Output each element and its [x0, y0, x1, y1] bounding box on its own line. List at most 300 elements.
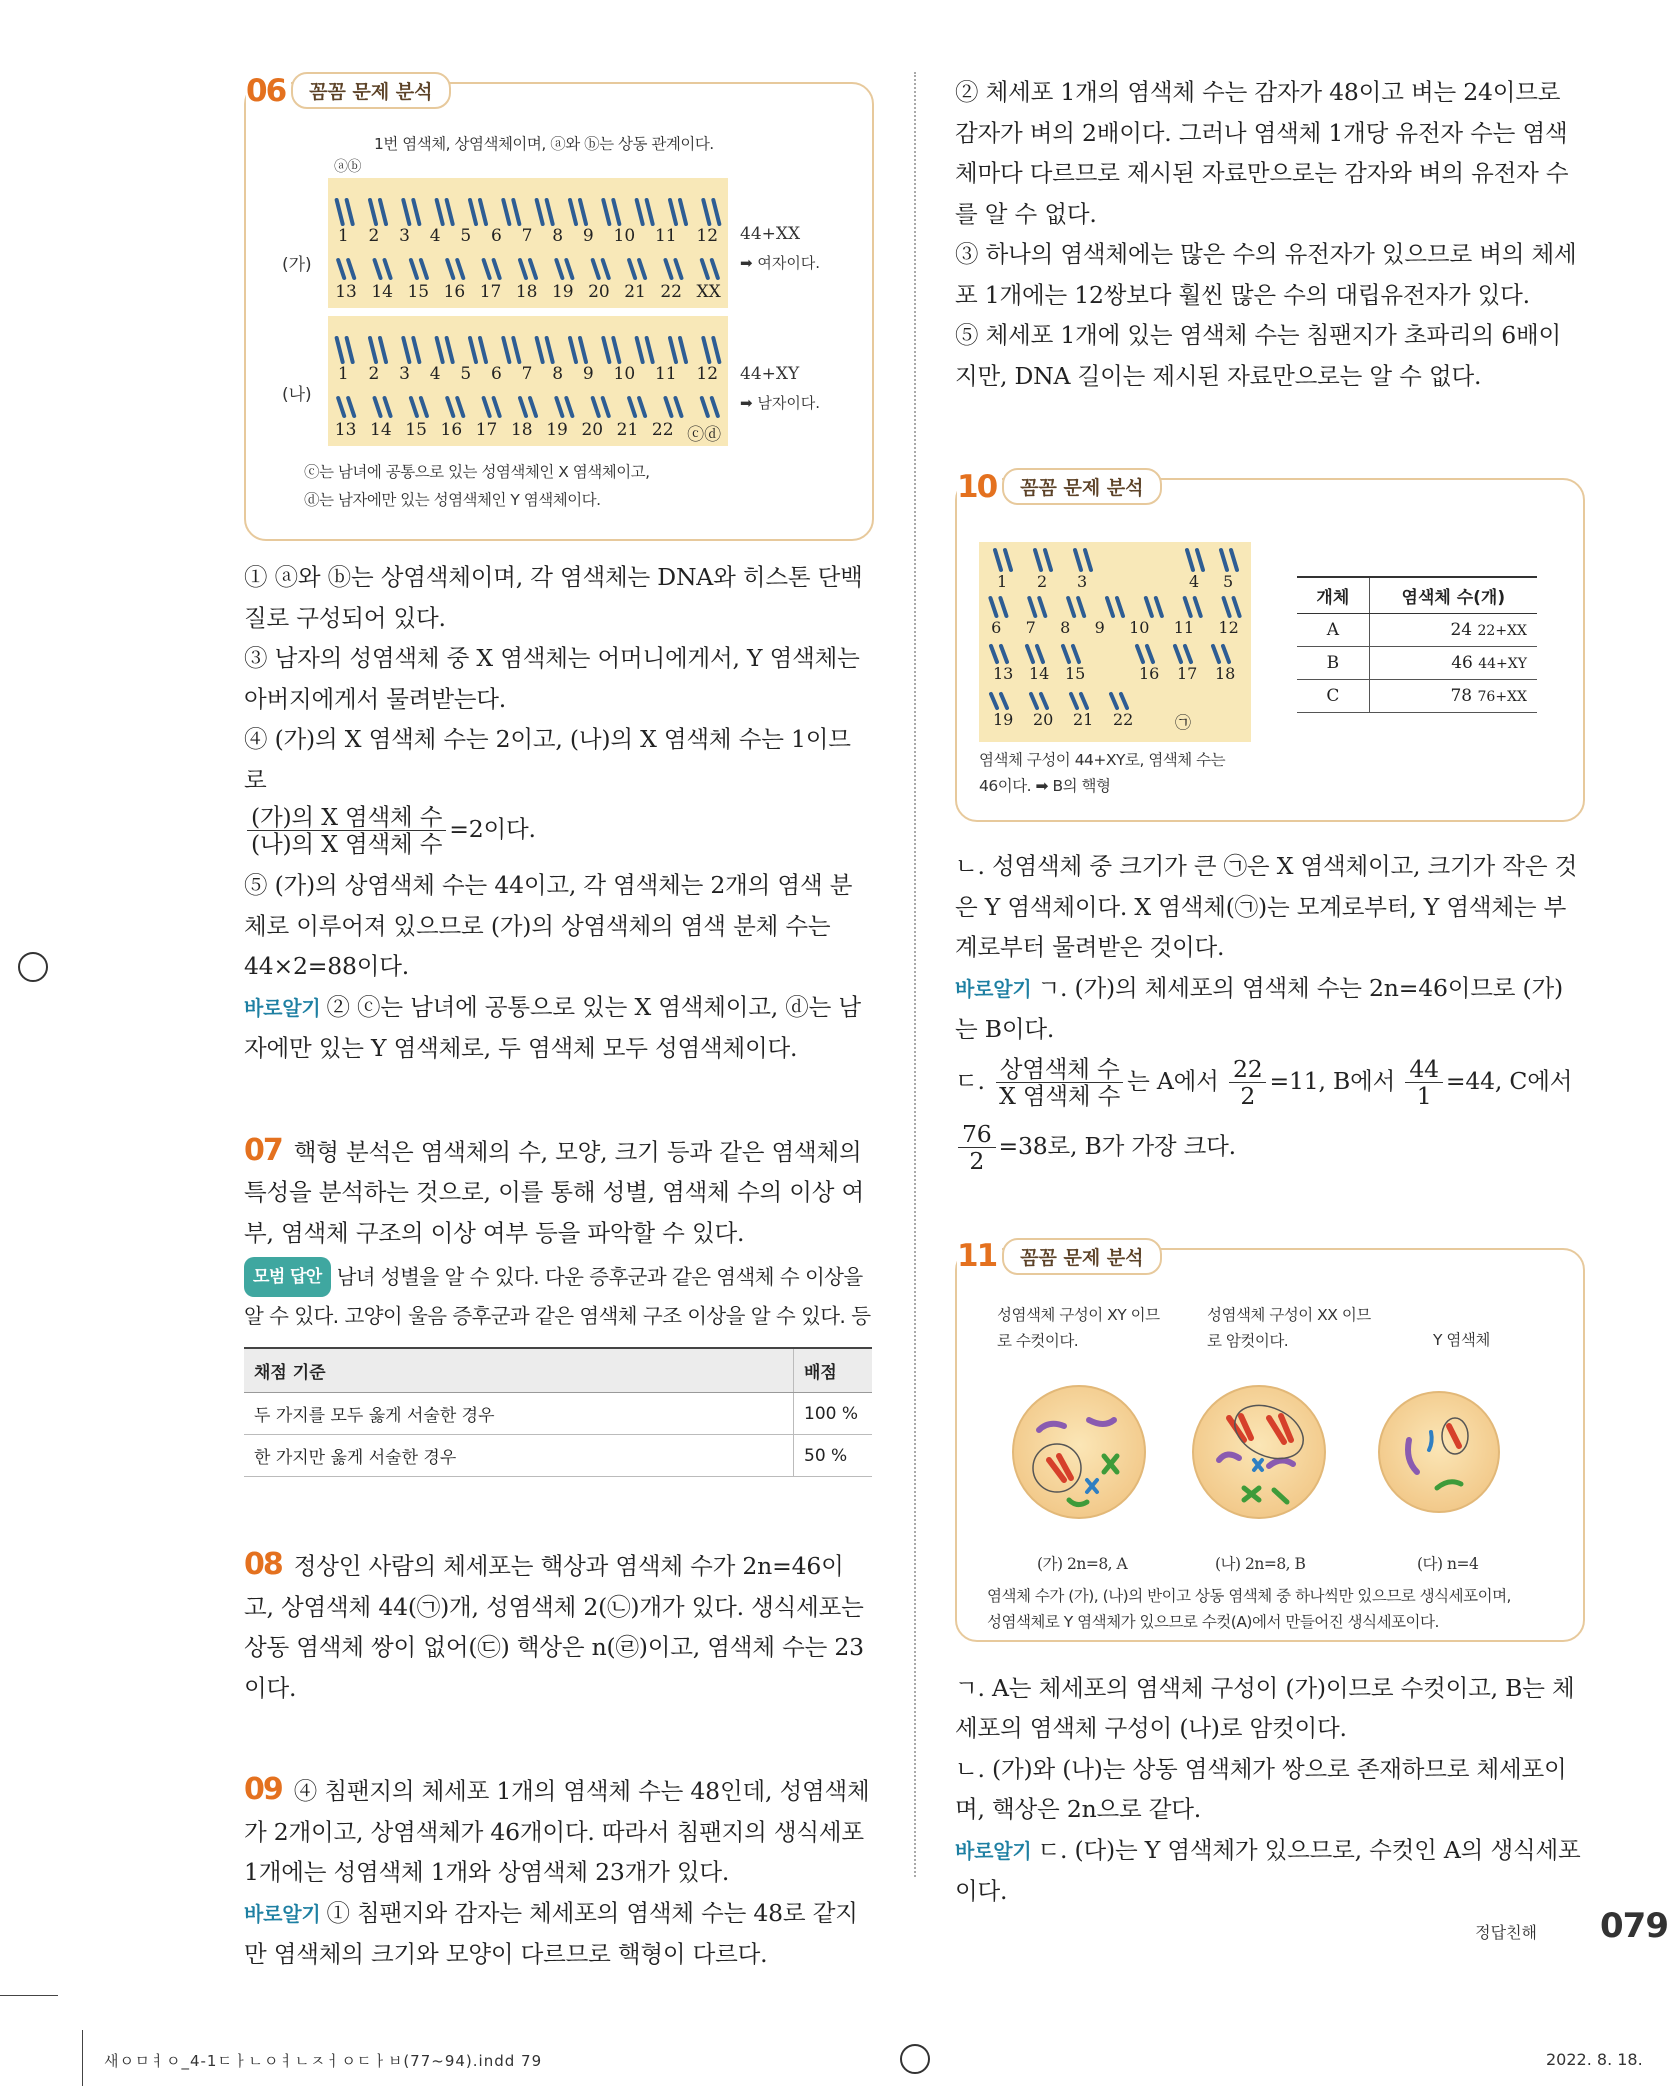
- chromosome-glyph: [447, 200, 453, 224]
- q11-cell-b-label: (나) 2n=8, B: [1215, 1554, 1306, 1573]
- print-date: 2022. 8. 18.: [1546, 2050, 1643, 2069]
- k10-20: 20: [1033, 710, 1054, 729]
- chromosome-glyph: [411, 260, 417, 278]
- chromosome-glyph: [1195, 598, 1201, 616]
- chromosome-glyph: [556, 260, 562, 278]
- ga-r1-11: 11: [654, 226, 677, 246]
- chromosome-glyph: [703, 200, 709, 224]
- ga-r2-20: 20: [588, 282, 610, 302]
- q10-p1: ㄴ. 성염색체 중 크기가 큰 ㉠은 X 염색체이고, 크기가 작은 것은 Y 염색체이다. X 염색체(㉠)는 모계로부터, Y 염색체는 부계로부터 물려받은 것이다.: [955, 852, 1578, 961]
- q06-p3-fraction-line: [244, 804, 872, 857]
- chromosome-glyph: [421, 398, 427, 416]
- q06-baro-text: ② ⓒ는 남녀에 공통으로 있는 X 염색체이고, ⓓ는 남자에만 있는 Y 염색체로, 두 염색체 모두 성염색체이다.: [244, 992, 861, 1062]
- q10-frac-a-den: 2: [1240, 1081, 1256, 1110]
- na-r1-11: 11: [654, 364, 677, 384]
- chromosome-glyph: [370, 338, 376, 362]
- k10-4: 4: [1189, 572, 1200, 591]
- chromosome-glyph: [647, 338, 653, 362]
- q06-bottom-note-2: ⓓ는 남자에만 있는 성염색체인 Y 염색체이다.: [304, 491, 601, 509]
- chromosome-glyph: [1045, 550, 1051, 570]
- q10-p2-mid3: =44, C에서: [1445, 1066, 1573, 1095]
- table-row: [1297, 680, 1537, 713]
- chromosome-glyph: [1224, 598, 1230, 616]
- k10-16: 16: [1139, 664, 1160, 683]
- k10-5: 5: [1223, 572, 1234, 591]
- chromosome-glyph: [1185, 646, 1191, 662]
- na-r1-6: 6: [491, 364, 502, 384]
- q09-para: [244, 1770, 872, 1893]
- chromosome-glyph: [547, 200, 553, 224]
- chromosome-glyph: [530, 398, 536, 416]
- chromosome-glyph: [437, 200, 443, 224]
- chromosome-glyph: [1197, 550, 1203, 570]
- k10-17: 17: [1177, 664, 1198, 683]
- chromosome-glyph: [1001, 694, 1007, 708]
- na-r1-12: 12: [696, 364, 719, 384]
- q07-model-para: [244, 1257, 872, 1335]
- table-row: [1297, 577, 1537, 614]
- chromosome-glyph: [603, 200, 609, 224]
- na-r2-21: 21: [616, 420, 639, 440]
- q10-frac-a-num: 22: [1229, 1056, 1267, 1083]
- q06-p4: ⑤ (가)의 상염색체 수는 44이고, 각 염색체는 2개의 염색 분체로 이루어져 있으므로 (가)의 상염색체의 염색 분체 수는 44×2=88이다.: [244, 871, 853, 980]
- q06-baro-para: [244, 987, 872, 1069]
- q10-frac-b: [1405, 1056, 1443, 1109]
- chromosome-glyph: [1146, 598, 1152, 616]
- q10-frac-c-den: 2: [969, 1146, 985, 1175]
- q10-row-c-key: C: [1297, 680, 1369, 713]
- k10-11: 11: [1173, 618, 1195, 637]
- table-row: [244, 1393, 872, 1435]
- chromosome-glyph: [385, 398, 391, 416]
- chromosome-glyph: [1156, 598, 1162, 616]
- q07-para: [244, 1131, 872, 1254]
- q11-bottom-note-1: 염색체 수가 (가), (나)의 반이고 상동 염색체 중 하나씩만 있으므로 생식세포이며,: [987, 1586, 1511, 1605]
- q06-p3-num: (가)의 X 염색체 수: [247, 804, 446, 831]
- q06-p1: ① ⓐ와 ⓑ는 상염색체이며, 각 염색체는 DNA와 히스톤 단백질로 구성되어 있다.: [244, 563, 863, 632]
- q10-row-a-val: [1369, 614, 1537, 647]
- q06-p3: ④ (가)의 X 염색체 수는 2이고, (나)의 X 염색체 수는 1이므로: [244, 725, 851, 794]
- ga-r1-9: 9: [582, 226, 594, 246]
- ga-r1-4: 4: [429, 226, 441, 246]
- q10-row-b-val: [1369, 647, 1537, 680]
- chromosome-glyph: [1121, 694, 1127, 708]
- chromosome-glyph: [338, 398, 344, 416]
- ga-r2-xx: XX: [696, 282, 721, 302]
- na-r2-22: 22: [651, 420, 674, 440]
- ga-r2-13: 13: [335, 282, 357, 302]
- cell-a: [1013, 1386, 1145, 1518]
- na-r1-7: 7: [521, 364, 533, 384]
- chromosome-glyph: [1081, 694, 1087, 708]
- k10-18: 18: [1215, 664, 1236, 683]
- chromosome-glyph: [470, 338, 476, 362]
- ga-r2-22: 22: [660, 282, 682, 302]
- chromosome-glyph: [570, 338, 576, 362]
- chromosome-glyph: [530, 260, 536, 278]
- q10-p2-pre: ㄷ.: [955, 1066, 985, 1095]
- chromosome-glyph: [1029, 598, 1035, 616]
- q06-baro-label: 바로알기: [244, 995, 321, 1020]
- chromosome-glyph: [348, 398, 354, 416]
- ga-r2-19: 19: [551, 282, 574, 302]
- chromosome-glyph: [1231, 550, 1237, 570]
- q11-cells-diagram: [969, 1360, 1569, 1540]
- chromosome-glyph: [1223, 646, 1229, 662]
- chromosome-glyph: [547, 338, 553, 362]
- q10-p2: [955, 1056, 1583, 1109]
- chromosome-glyph: [484, 260, 490, 278]
- q10-frac-c: [958, 1121, 996, 1174]
- q10-text: [955, 846, 1583, 1174]
- na-r2-16: 16: [440, 420, 463, 440]
- chromosome-glyph: [702, 398, 708, 416]
- chromosome-glyph: [1005, 550, 1011, 570]
- chromosome-glyph: [665, 398, 671, 416]
- chromosome-glyph: [1037, 646, 1043, 662]
- q08-text: 정상인 사람의 체세포는 핵상과 염색체 수가 2n=46이고, 상염색체 44(㉠)개, 성염색체 2(㉡)개가 있다. 생식세포는 상동 염색체 쌍이 없어(㉢) 핵상은 n(㉣)이고, 염색체 수는 23이다.: [244, 1552, 864, 1702]
- ga-r1-1: 1: [337, 226, 349, 246]
- chromosome-glyph: [639, 398, 645, 416]
- chromosome-glyph: [413, 200, 419, 224]
- chromosome-glyph: [629, 260, 635, 278]
- q10-karyotype: [979, 542, 1251, 742]
- k10-19: 19: [993, 710, 1014, 729]
- chromosome-glyph: [991, 694, 997, 708]
- q11-baro-text: ㄷ. (다)는 Y 염색체가 있으므로, 수컷인 A의 생식세포이다.: [955, 1835, 1581, 1905]
- chromosome-glyph: [503, 200, 509, 224]
- chromosome-glyph: [580, 338, 586, 362]
- chromosome-glyph: [713, 200, 719, 224]
- q09-baro-para: [244, 1893, 872, 1975]
- q10-baro-label: 바로알기: [955, 976, 1032, 1001]
- q11-cell-c-label: (다) n=4: [1417, 1554, 1479, 1573]
- q07-scoring-table: [244, 1347, 872, 1477]
- k10-12: 12: [1218, 618, 1239, 637]
- chromosome-glyph: [675, 260, 681, 278]
- chromosome-glyph: [380, 200, 386, 224]
- chromosome-glyph: [1063, 646, 1069, 662]
- chromosome-glyph: [670, 200, 676, 224]
- chromosome-glyph: [348, 260, 354, 278]
- chromosome-glyph: [1073, 646, 1079, 662]
- chromosome-glyph: [1000, 598, 1006, 616]
- ga-r1-8: 8: [552, 226, 564, 246]
- chromosome-glyph: [370, 200, 376, 224]
- q10-number: 10: [957, 469, 1002, 505]
- q11-note-a: 성염색체 구성이 XY 이므로 수컷이다.: [997, 1305, 1160, 1350]
- chromosome-glyph: [639, 260, 645, 278]
- chromosome-glyph: [447, 338, 453, 362]
- cell-b: [1193, 1386, 1325, 1518]
- chromosome-glyph: [712, 398, 718, 416]
- table-row: [244, 1435, 872, 1477]
- chromosome-glyph: [457, 398, 463, 416]
- q10-row-c-val: [1369, 680, 1537, 713]
- chromosome-glyph: [675, 398, 681, 416]
- q10-ratio-fraction: [995, 1056, 1124, 1109]
- q06-text: [244, 557, 872, 1069]
- chromosome-glyph: [1175, 646, 1181, 662]
- section-label: 정답친해: [1475, 1923, 1537, 1942]
- page-number: 079: [1600, 1906, 1668, 1946]
- ga-r1-12: 12: [696, 226, 719, 246]
- q11-p1: ㄱ. A는 체세포의 염색체 구성이 (가)이므로 수컷이고, B는 체세포의 염색체 구성이 (나)로 암컷이다.: [955, 1673, 1575, 1742]
- chromosome-glyph: [403, 338, 409, 362]
- q06-karyotype-ga: [328, 178, 728, 308]
- chromosome-glyph: [494, 260, 500, 278]
- chromosome-glyph: [470, 200, 476, 224]
- na-r1-2: 2: [368, 364, 380, 384]
- q06-na-result: ➡ 남자이다.: [740, 394, 821, 412]
- registration-mark-icon-left: [18, 952, 48, 982]
- q06-number: 06: [246, 73, 291, 109]
- chromosome-glyph: [1187, 550, 1193, 570]
- na-r1-4: 4: [429, 364, 441, 384]
- q07-section: [244, 1131, 872, 1478]
- q09-section: [244, 1770, 872, 1975]
- q08-number: 08: [244, 1547, 282, 1582]
- chromosome-glyph: [380, 338, 386, 362]
- chromosome-glyph: [637, 200, 643, 224]
- ga-r2-21: 21: [624, 282, 646, 302]
- chromosome-glyph: [457, 260, 463, 278]
- na-r2-15: 15: [405, 420, 427, 440]
- q08-section: [244, 1545, 872, 1708]
- chromosome-glyph: [670, 338, 676, 362]
- ga-r2-14: 14: [371, 282, 393, 302]
- chromosome-glyph: [647, 200, 653, 224]
- chromosome-glyph: [347, 200, 353, 224]
- q10-baro-text: ㄱ. (가)의 체세포의 염색체 수는 2n=46이므로 (가)는 B이다.: [955, 973, 1563, 1043]
- q10-frac-c-num: 76: [958, 1121, 996, 1148]
- q10-th-count: 염색체 수(개): [1369, 577, 1537, 614]
- chromosome-glyph: [480, 200, 486, 224]
- q06-analysis-panel: [244, 72, 874, 541]
- q06-p3-end: =2이다.: [449, 815, 536, 843]
- chromosome-glyph: [1041, 694, 1047, 708]
- k10-14: 14: [1029, 664, 1050, 683]
- k10-13: 13: [993, 664, 1014, 683]
- chromosome-glyph: [1185, 598, 1191, 616]
- chromosome-glyph: [1068, 598, 1074, 616]
- chromosome-glyph: [566, 260, 572, 278]
- k10-2: 2: [1037, 572, 1048, 591]
- chromosome-glyph: [995, 550, 1001, 570]
- chromosome-glyph: [990, 598, 996, 616]
- k10-8: 8: [1060, 618, 1071, 637]
- q10-individual-table: [1297, 576, 1537, 713]
- q10-th-individual: 개체: [1297, 577, 1369, 614]
- na-r1-3: 3: [399, 364, 410, 384]
- k10-3: 3: [1077, 572, 1088, 591]
- q10-row-a-note: 22+XX: [1477, 623, 1527, 639]
- chromosome-glyph: [513, 200, 519, 224]
- q10-row-c-count: 78: [1450, 686, 1473, 706]
- ga-r1-2: 2: [368, 226, 380, 246]
- q07-number: 07: [244, 1132, 282, 1168]
- chromosome-glyph: [494, 398, 500, 416]
- q11-baro-label: 바로알기: [955, 1838, 1032, 1863]
- q10-header: [957, 468, 1162, 505]
- chromosome-glyph: [613, 200, 619, 224]
- table-row: [1297, 614, 1537, 647]
- q06-ga-label: (가): [282, 255, 312, 275]
- q11-analysis-panel: [955, 1238, 1585, 1642]
- q07-text: 핵형 분석은 염색체의 수, 모양, 크기 등과 같은 염색체의 특성을 분석하는 것으로, 이를 통해 성별, 염색체 수의 이상 여부, 염색체 구조의 이상 여부 등을 파악할 수 있다.: [244, 1137, 864, 1247]
- chromosome-glyph: [337, 338, 343, 362]
- chromosome-glyph: [437, 338, 443, 362]
- q10-frac-a: [1229, 1056, 1267, 1109]
- chromosome-glyph: [1075, 550, 1081, 570]
- chromosome-glyph: [375, 260, 381, 278]
- q11-number: 11: [957, 1238, 1002, 1274]
- q06-na-formula: 44+XY: [740, 364, 800, 384]
- q11-baro-para: [955, 1830, 1583, 1912]
- chromosome-glyph: [680, 200, 686, 224]
- chromosome-glyph: [1147, 646, 1153, 662]
- q10-row-c-note: 76+XX: [1477, 689, 1527, 705]
- chromosome-glyph: [1085, 550, 1091, 570]
- q10-analysis-panel: [955, 468, 1585, 822]
- chromosome-glyph: [1137, 646, 1143, 662]
- na-r1-5: 5: [460, 364, 472, 384]
- chromosome-glyph: [1234, 598, 1240, 616]
- ga-r1-6: 6: [491, 226, 502, 246]
- q10-frac-b-num: 44: [1405, 1056, 1443, 1083]
- chromosome-glyph: [680, 338, 686, 362]
- chromosome-glyph: [613, 338, 619, 362]
- crop-mark-vertical: [82, 2030, 83, 2086]
- ga-r1-10: 10: [613, 226, 636, 246]
- q11-cell-a-label: (가) 2n=8, A: [1037, 1554, 1128, 1573]
- chromosome-glyph: [480, 338, 486, 362]
- chromosome-glyph: [447, 398, 453, 416]
- ga-r2-15: 15: [407, 282, 430, 302]
- crop-mark-left: [0, 1995, 58, 1996]
- chromosome-glyph: [520, 398, 526, 416]
- ga-r1-3: 3: [399, 226, 410, 246]
- q11-header: [957, 1238, 1162, 1275]
- chromosome-glyph: [991, 646, 997, 662]
- chromosome-glyph: [413, 338, 419, 362]
- q10-row-b-count: 46: [1451, 653, 1473, 673]
- q06-bottom-note-1: ⓒ는 남녀에 공통으로 있는 성염색체인 X 염색체이고,: [304, 463, 650, 481]
- q07-th-criteria: 채점 기준: [244, 1348, 794, 1393]
- q10-kary-note-1: 염색체 구성이 44+XY로, 염색체 수는: [979, 751, 1226, 769]
- chromosome-glyph: [1107, 598, 1113, 616]
- chromosome-glyph: [338, 260, 344, 278]
- chromosome-glyph: [1039, 598, 1045, 616]
- chromosome-glyph: [712, 260, 718, 278]
- q06-top-note: 1번 염색체, 상염색체이며, ⓐ와 ⓑ는 상동 관계이다.: [374, 135, 714, 153]
- q06-ga-formula: 44+XX: [740, 224, 801, 244]
- chromosome-glyph: [1001, 646, 1007, 662]
- chromosome-glyph: [484, 398, 490, 416]
- chromosome-glyph: [520, 260, 526, 278]
- k10-9: 9: [1094, 618, 1105, 637]
- q08-para: [244, 1545, 872, 1708]
- chromosome-glyph: [403, 200, 409, 224]
- q10-frac-b-den: 1: [1416, 1081, 1432, 1110]
- chromosome-glyph: [703, 338, 709, 362]
- q11-text: [955, 1668, 1583, 1912]
- ga-r2-16: 16: [443, 282, 466, 302]
- na-r2-14: 14: [370, 420, 392, 440]
- q10-row-a-count: 24: [1450, 620, 1473, 640]
- chromosome-glyph: [513, 338, 519, 362]
- ga-r1-7: 7: [521, 226, 533, 246]
- q11-note-c: Y 염색체: [1433, 1330, 1490, 1349]
- q10-p2-end-line: [955, 1121, 1583, 1174]
- q10-row-b-note: 44+XY: [1478, 656, 1527, 672]
- chromosome-glyph: [537, 338, 543, 362]
- chromosome-glyph: [603, 338, 609, 362]
- q06-panel-title: 꼼꼼 문제 분석: [291, 72, 450, 109]
- q09-number: 09: [244, 1772, 282, 1807]
- na-r2-13: 13: [334, 420, 357, 440]
- q09-r2: ③ 하나의 염색체에는 많은 수의 유전자가 있으므로 벼의 체세포 1개에는 12쌍보다 훨씬 많은 수의 대립유전자가 있다.: [955, 240, 1577, 309]
- chromosome-glyph: [1221, 550, 1227, 570]
- chromosome-glyph: [1031, 694, 1037, 708]
- chromosome-glyph: [702, 260, 708, 278]
- chromosome-glyph: [593, 398, 599, 416]
- q11-bottom-note-2: 성염색체로 Y 염색체가 있으므로 수컷(A)에서 만들어진 생식세포이다.: [987, 1612, 1439, 1631]
- q07-model-badge: 모범 답안: [244, 1257, 331, 1297]
- right-column: [955, 72, 1583, 1912]
- chromosome-glyph: [421, 260, 427, 278]
- q10-p2-end: =38로, B가 가장 크다.: [998, 1131, 1236, 1160]
- na-r2-17: 17: [475, 420, 498, 440]
- chromosome-glyph: [603, 260, 609, 278]
- q06-ab-label: ⓐⓑ: [334, 159, 361, 175]
- chromosome-glyph: [713, 338, 719, 362]
- chromosome-glyph: [1078, 598, 1084, 616]
- q11-note-b: 성염색체 구성이 XX 이므로 암컷이다.: [1207, 1305, 1371, 1350]
- q06-ga-result: ➡ 여자이다.: [740, 254, 821, 272]
- chromosome-glyph: [503, 338, 509, 362]
- chromosome-glyph: [1213, 646, 1219, 662]
- chromosome-glyph: [629, 398, 635, 416]
- chromosome-glyph: [1117, 598, 1123, 616]
- cell-c: [1379, 1392, 1499, 1512]
- q06-p2: ③ 남자의 성염색체 중 X 염색체는 어머니에게서, Y 염색체는 아버지에게서 물려받는다.: [244, 644, 860, 713]
- chromosome-glyph: [337, 200, 343, 224]
- k10-1: 1: [997, 572, 1008, 591]
- k10-10: 10: [1129, 618, 1150, 637]
- q07-r1-criteria: 두 가지를 모두 옳게 서술한 경우: [244, 1393, 794, 1435]
- q11-p2: ㄴ. (가)와 (나)는 상동 염색체가 쌍으로 존재하므로 체세포이며, 핵상은 2n으로 같다.: [955, 1754, 1567, 1823]
- chromosome-glyph: [411, 398, 417, 416]
- chromosome-glyph: [1111, 694, 1117, 708]
- column-divider: [914, 72, 916, 1877]
- na-r2-20: 20: [581, 420, 604, 440]
- q09-baro-label: 바로알기: [244, 1901, 321, 1926]
- q07-model-text: 남녀 성별을 알 수 있다. 다운 증후군과 같은 염색체 수 이상을 알 수 있다. 고양이 울음 증후군과 같은 염색체 구조 이상을 알 수 있다. 등: [244, 1265, 871, 1328]
- k10-6: 6: [991, 618, 1002, 637]
- q09-r3: ⑤ 체세포 1개에 있는 염색체 수는 침팬지가 초파리의 6배이지만, DNA 길이는 제시된 자료만으로는 알 수 없다.: [955, 321, 1561, 390]
- chromosome-glyph: [537, 200, 543, 224]
- na-r1-10: 10: [613, 364, 636, 384]
- q11-panel-title: 꼼꼼 문제 분석: [1002, 1238, 1161, 1275]
- table-row: [244, 1348, 872, 1393]
- q07-th-points: 배점: [794, 1348, 873, 1393]
- k10-22: 22: [1113, 710, 1134, 729]
- chromosome-glyph: [1027, 646, 1033, 662]
- chromosome-glyph: [570, 200, 576, 224]
- chromosome-glyph: [385, 260, 391, 278]
- q06-header: [246, 72, 451, 109]
